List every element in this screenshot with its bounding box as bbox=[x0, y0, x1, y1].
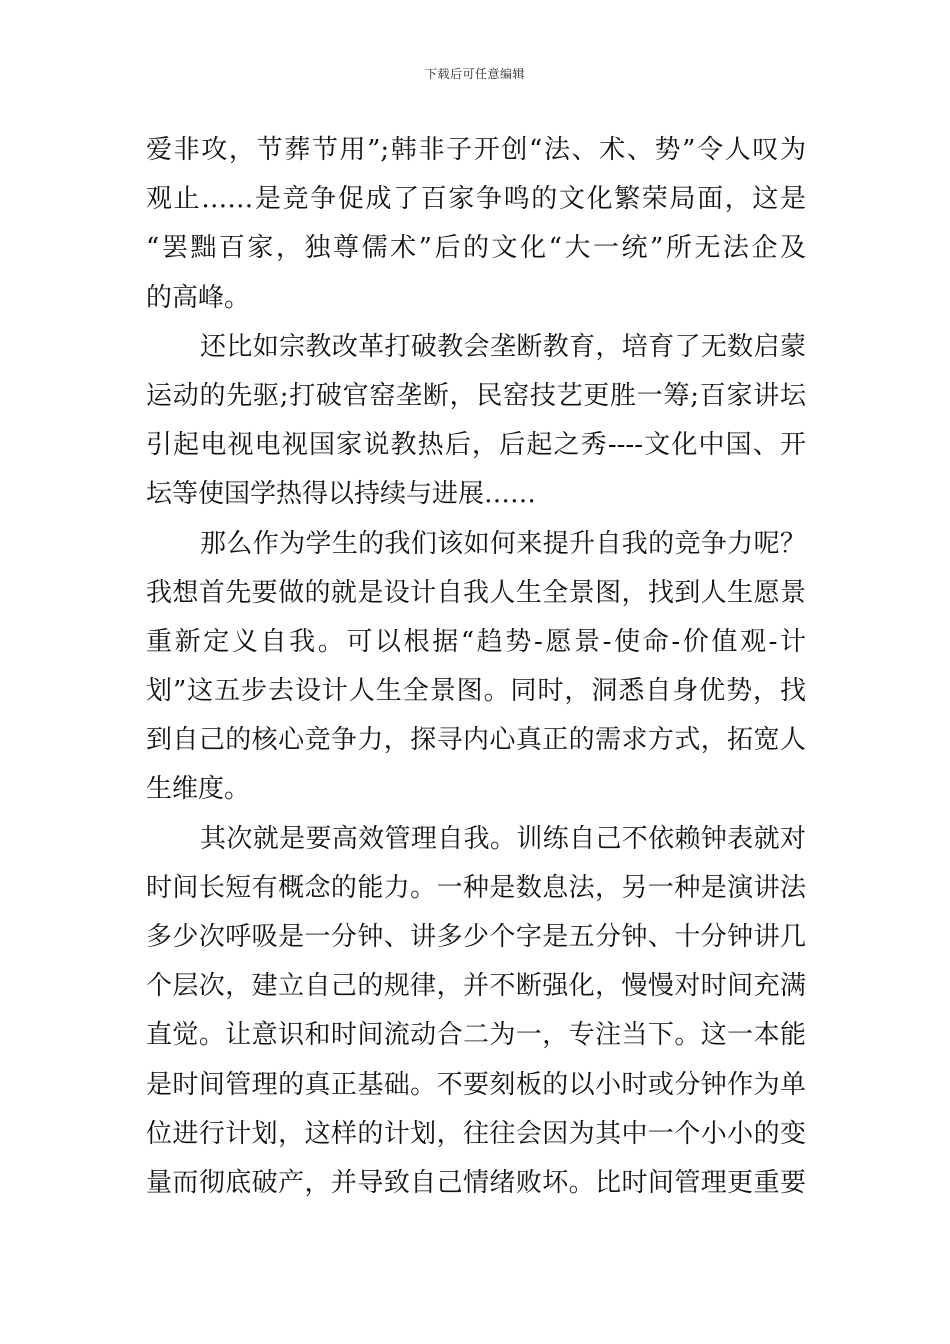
text-line: 坛等使国学热得以持续与进展…… bbox=[146, 479, 537, 510]
paragraph bbox=[146, 126, 806, 323]
text-line: 时间长短有概念的能力。一种是数息法，另一种是演讲法 bbox=[146, 872, 806, 903]
text-line: 生维度。 bbox=[146, 774, 251, 805]
text-line: 重新定义自我。可以根据“趋势-愿景-使命-价值观-计 bbox=[146, 626, 806, 657]
page-header: 下载后可任意编辑 bbox=[424, 67, 525, 81]
text-line: 个层次，建立自己的规律，并不断强化，慢慢对时间充满 bbox=[146, 971, 806, 1002]
text-line: “罢黜百家，独尊儒术”后的文化“大一统”所无法企及 bbox=[146, 233, 806, 264]
text-line: 的高峰。 bbox=[146, 282, 251, 313]
text-line: 到自己的核心竞争力，探寻内心真正的需求方式，拓宽人 bbox=[146, 725, 806, 756]
text-line: 还比如宗教改革打破教会垄断教育，培育了无数启蒙 bbox=[200, 331, 806, 362]
paragraph bbox=[146, 323, 806, 520]
text-line: 位进行计划，这样的计划，往往会因为其中一个小小的变 bbox=[146, 1118, 806, 1149]
text-line: 其次就是要高效管理自我。训练自己不依赖钟表就对 bbox=[200, 823, 806, 854]
text-line: 多少次呼吸是一分钟、讲多少个字是五分钟、十分钟讲几 bbox=[146, 922, 806, 952]
text-line: 划”这五步去设计人生全景图。同时，洞悉自身优势，找 bbox=[146, 676, 806, 707]
document-body bbox=[146, 126, 806, 1208]
text-line: 那么作为学生的我们该如何来提升自我的竞争力呢？ bbox=[200, 528, 806, 559]
text-line: 是时间管理的真正基础。不要刻板的以小时或分钟作为单 bbox=[146, 1069, 806, 1100]
paragraph bbox=[146, 520, 806, 815]
text-line: 直觉。让意识和时间流动合二为一，专注当下。这一本能 bbox=[146, 1020, 806, 1051]
text-line: 观止……是竞争促成了百家争鸣的文化繁荣局面，这是 bbox=[146, 184, 806, 215]
text-line: 量而彻底破产，并导致自己情绪败坏。比时间管理更重要 bbox=[146, 1167, 806, 1198]
paragraph bbox=[146, 815, 806, 1209]
text-line: 我想首先要做的就是设计自我人生全景图，找到人生愿景 bbox=[146, 577, 806, 608]
text-line: 运动的先驱;打破官窑垄断，民窑技艺更胜一筹;百家讲坛 bbox=[146, 380, 806, 411]
text-line: 引起电视电视国家说教热后，后起之秀----文化中国、开 bbox=[146, 430, 806, 461]
text-line: 爱非攻，节葬节用”;韩非子开创“法、术、势”令人叹为 bbox=[146, 135, 806, 165]
